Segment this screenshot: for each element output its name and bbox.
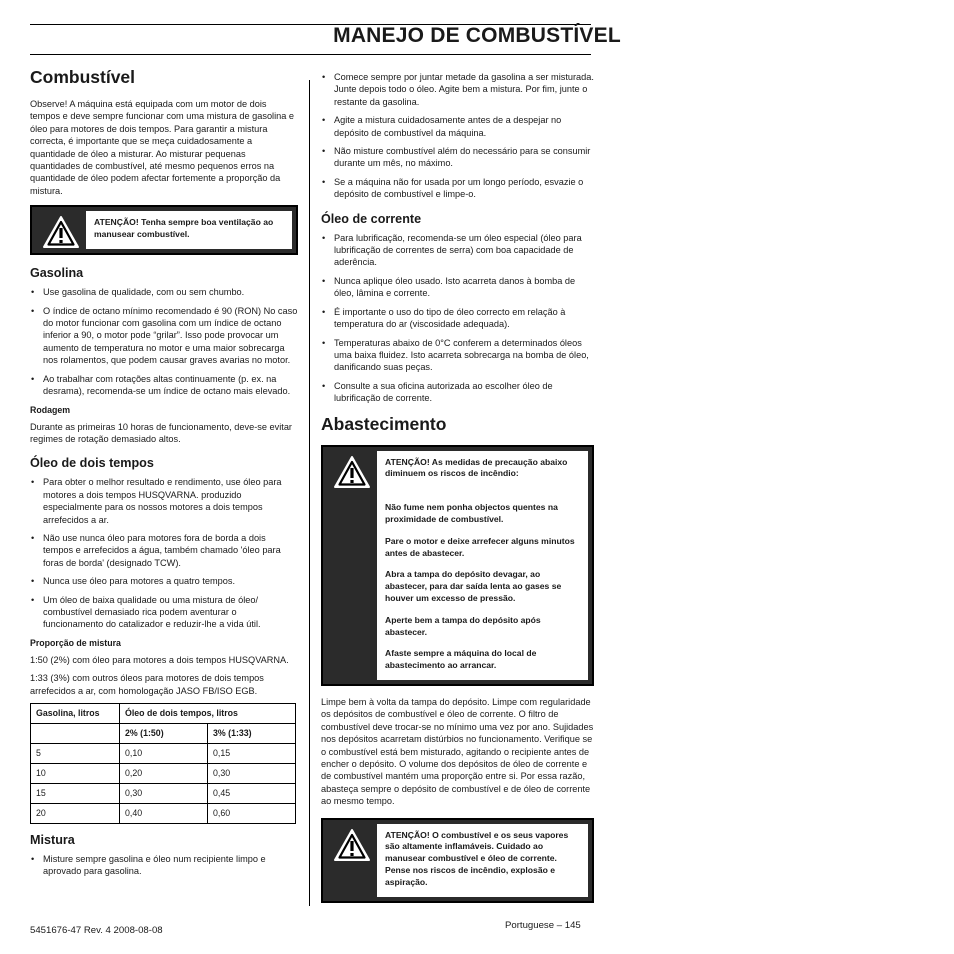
heading-oleo-corrente: Óleo de corrente xyxy=(321,211,422,226)
list-item: • Nunca aplique óleo usado. Isto acarreta danos à bomba de óleo, lâmina e corrente. xyxy=(321,275,594,300)
heading-gasolina: Gasolina xyxy=(30,266,84,281)
page-title: MANEJO DE COMBUSTÍVEL xyxy=(333,24,621,47)
list-item: • Para obter o melhor resultado e rendimento, use óleo para motores a dois tempos HUSQVARNA. produzido especialmente para os nossos motores a dois tempos arrefecidos a ar. xyxy=(30,476,298,526)
table-header-cell: Gasolina, litros xyxy=(31,704,120,724)
table-subheader-row xyxy=(31,724,296,744)
table-header-cell: Óleo de dois tempos, litros xyxy=(120,704,296,724)
warning-text: ATENÇÃO! As medidas de precaução abaixo diminuem os riscos de incêndio: xyxy=(385,456,568,479)
ratio-paragraph-1: 1:50 (2%) com óleo para motores a dois tempos HUSQVARNA. xyxy=(30,654,289,665)
right-column xyxy=(321,71,594,913)
heading-abastecimento: Abastecimento xyxy=(321,413,447,434)
warning-triangle-icon xyxy=(327,451,377,680)
document-number: 5451676-47 Rev. 4 2008-08-08 xyxy=(30,925,163,936)
table-header-cell: 3% (1:33) xyxy=(207,724,295,744)
table-cell: 0,30 xyxy=(207,764,295,784)
warning-text: Abra a tampa do depósito devagar, ao abastecer, para dar saída lenta ao gases se houver um excesso de pressão. xyxy=(385,569,562,603)
table-row xyxy=(31,804,296,824)
mistura-list-right xyxy=(321,71,594,201)
list-item: • Use gasolina de qualidade, com ou sem chumbo. xyxy=(30,286,298,298)
warning-text: Afaste sempre a máquina do local de abastecimento ao arrancar. xyxy=(385,648,537,671)
table-row xyxy=(31,744,296,764)
warning-text: Aperte bem a tampa do depósito após abastecer. xyxy=(385,614,541,637)
table-cell: 5 xyxy=(31,744,120,764)
heading-proporcao: Proporção de mistura xyxy=(30,637,121,648)
table-cell: 0,45 xyxy=(207,784,295,804)
table-row xyxy=(31,784,296,804)
heading-combustivel: Combustível xyxy=(30,67,136,87)
table-cell: 0,10 xyxy=(120,744,208,764)
list-item: • É importante o uso do tipo de óleo correcto em relação à temperatura do ar (viscosidade adequada). xyxy=(321,306,594,331)
table-cell: 15 xyxy=(31,784,120,804)
list-item: • Não use nunca óleo para motores fora de borda a dois tempos e arrefecidos a água, também chamado 'óleo para foras de borda' (designado TCW). xyxy=(30,532,298,569)
heading-rodagem: Rodagem xyxy=(30,404,71,415)
heading-oleo-dois-tempos: Óleo de dois tempos xyxy=(30,456,154,471)
list-item: • Temperaturas abaixo de 0°C conferem a determinados óleos uma baixa fluidez. Isto acarreta sobrecarga na bomba de óleo, danificando suas peças. xyxy=(321,337,594,374)
intro-paragraph: Observe! A máquina está equipada com um motor de dois tempos e deve sempre funcionar com uma mistura de gasolina e óleo para motores de dois tempos. Para garantir a mistura correcta, é importante que se meça cuidadosamente a quantidade de óleo a misturar. Ao misturar pequenas quantidades de combustível, até mesmo pequenos erros na quantidade de óleo podem afectar fortemente a proporção da mistura. xyxy=(30,99,295,196)
heading-mistura: Mistura xyxy=(30,833,75,847)
warning-box-flammable xyxy=(321,818,594,903)
warning-text: ATENÇÃO! O combustível e os seus vapores são altamente inflamáveis. Cuidado ao manusear combustível e óleo de corrente. Pense nos riscos de incêndio, explosão e aspiração. xyxy=(385,829,569,887)
oleo-list xyxy=(30,476,298,630)
table-cell: 0,30 xyxy=(120,784,208,804)
warning-box-fire xyxy=(321,445,594,686)
column-divider xyxy=(309,80,310,906)
warning-text: Pare o motor e deixe arrefecer alguns minutos antes de abastecer. xyxy=(385,535,575,558)
table-cell: 0,60 xyxy=(207,804,295,824)
warning-triangle-icon xyxy=(327,824,377,897)
list-item: • Se a máquina não for usada por um longo período, esvazie o depósito de combustível e limpe-o. xyxy=(321,176,594,201)
warning-text: Não fume nem ponha objectos quentes na proximidade de combustível. xyxy=(385,502,558,524)
list-item: • Não misture combustível além do necessário para se consumir durante um mês, no máximo. xyxy=(321,145,594,170)
list-item: • Misture sempre gasolina e óleo num recipiente limpo e aprovado para gasolina. xyxy=(30,853,298,878)
table-cell: 0,20 xyxy=(120,764,208,784)
table-cell: 10 xyxy=(31,764,120,784)
list-item: • Ao trabalhar com rotações altas continuamente (p. ex. na desrama), recomenda-se um índice de octano mais elevado. xyxy=(30,373,298,398)
table-row xyxy=(31,764,296,784)
corrente-list xyxy=(321,232,594,405)
list-item: • Consulte a sua oficina autorizada ao escolher óleo de lubrificação de corrente. xyxy=(321,380,594,405)
list-item: • Nunca use óleo para motores a quatro tempos. xyxy=(30,575,298,587)
left-column xyxy=(30,66,298,884)
table-cell: 20 xyxy=(31,804,120,824)
ratio-paragraph-2: 1:33 (3%) com outros óleos para motores de dois tempos arrefecidos a ar, com homologação JASO FB/ISO EGB. xyxy=(30,673,264,696)
gasolina-list xyxy=(30,286,298,397)
list-item: • Para lubrificação, recomenda-se um óleo especial (óleo para lubrificação de correntes de serra) com boa capacidade de aderência. xyxy=(321,232,594,269)
header-rule-bottom xyxy=(30,54,591,55)
list-item: • Um óleo de baixa qualidade ou uma mistura de óleo/ combustível demasiado rica podem aventurar o funcionamento do catalizador e reduzir-lhe a vida útil. xyxy=(30,594,298,631)
limpeza-paragraph: Limpe bem à volta da tampa do depósito. Limpe com regularidade os depósitos de combustível e óleo de corrente. O filtro de combustível deve trocar-se no mínimo uma vez por ano. Sujidades nos depósitos acarretam distúrbios no funcionamento. Verifique se o combustível está bem misturado, agitando o recipiente antes de encher o depósito. O volume dos depósitos de óleo de corrente e de combustível mantém uma proporção entre si. Por essa razão, abasteça sempre o depósito de combustível e de óleo de corrente ao mesmo tempo. xyxy=(321,696,594,807)
list-item: • Agite a mistura cuidadosamente antes de a despejar no depósito de combustível da máquina. xyxy=(321,114,594,139)
rodagem-paragraph: Durante as primeiras 10 horas de funcionamento, deve-se evitar regimes de rotação demasiado altos. xyxy=(30,421,292,444)
table-header-row xyxy=(31,704,296,724)
list-item: • Comece sempre por juntar metade da gasolina a ser misturada. Junte depois todo o óleo. Agite bem a mistura. Por fim, junte o restante da gasolina. xyxy=(321,71,594,108)
warning-triangle-icon xyxy=(36,211,86,249)
table-cell: 0,15 xyxy=(207,744,295,764)
page-number: Portuguese – 145 xyxy=(505,920,581,931)
table-header-cell: 2% (1:50) xyxy=(120,724,208,744)
mistura-list-left xyxy=(30,853,298,878)
table-cell xyxy=(31,724,120,744)
table-cell: 0,40 xyxy=(120,804,208,824)
mixture-table xyxy=(30,703,296,824)
warning-box-ventilation xyxy=(30,205,298,255)
warning-text: ATENÇÃO! Tenha sempre boa ventilação ao manusear combustível. xyxy=(94,217,274,240)
list-item: • O índice de octano mínimo recomendado é 90 (RON) No caso do motor funcionar com gasolina com um índice de octano inferior a 90, o motor pode “grilar”. Isso pode provocar um aumento de temperatura no motor e uma maior sobrecarga nos rolamentos, que podem causar graves avarias no motor. xyxy=(30,305,298,367)
